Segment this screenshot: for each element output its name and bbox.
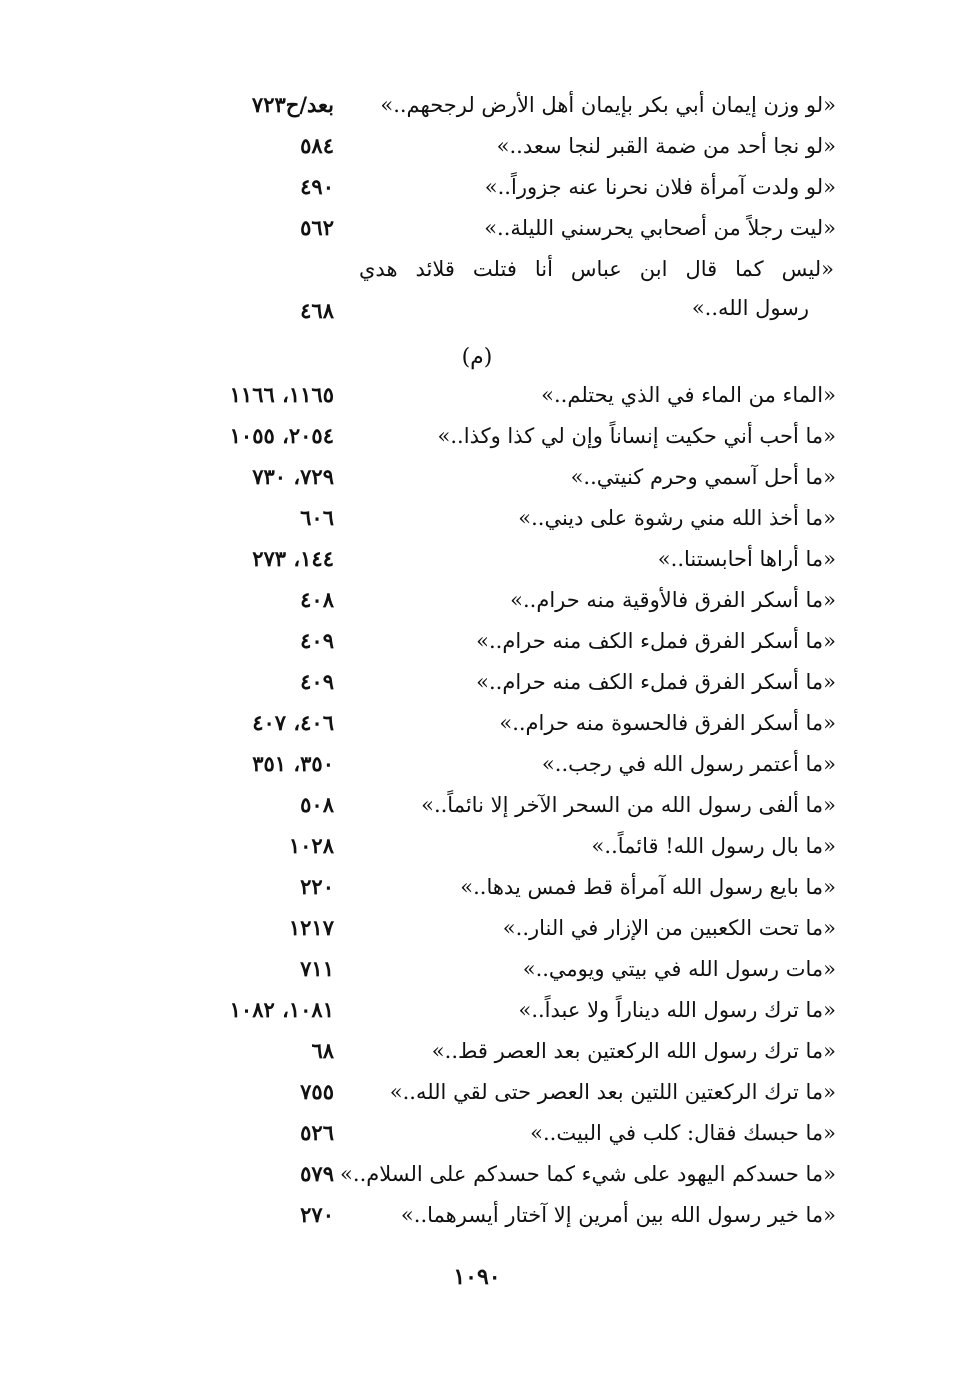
index-entry-reference: ٢٢٠ <box>300 874 334 899</box>
index-entry-reference: ٤٠٦، ٤٠٧ <box>252 710 334 735</box>
index-entry-reference: ٦٨ <box>311 1038 334 1063</box>
index-entry-reference: ٧٥٥ <box>300 1079 334 1104</box>
index-entry-text: «ما خير رسول الله بين أمرين إلا آختار أيسرهما..» <box>400 1203 836 1227</box>
index-entry-reference: ٥٧٩ <box>300 1161 334 1186</box>
index-entry-text: «ما أخذ الله مني رشوة على ديني..» <box>518 506 836 530</box>
index-entry-text: «ما حسدكم اليهود على شيء كما حسدكم على السلام..» <box>340 1162 836 1186</box>
index-entry-reference: ١٠٢٨ <box>288 833 334 858</box>
index-entry-reference: ٧٢٩، ٧٣٠ <box>252 464 334 489</box>
index-entry-text: «ما أحب أني حكيت إنساناً وإن لي كذا وكذا..» <box>437 424 836 448</box>
index-entry-text: «لو وزن إيمان أبي بكر بإيمان أهل الأرض لرجحهم..» <box>380 93 836 117</box>
index-entry-text: «ما أسكر الفرق فالحسوة منه حرام..» <box>499 711 836 735</box>
index-entry-reference: ٦٠٦ <box>300 505 334 530</box>
index-entry-text: «ما أسكر الفرق فالأوقية منه حرام..» <box>510 588 836 612</box>
index-entry-reference: ٣٥٠، ٣٥١ <box>252 751 334 776</box>
index-entry-text: «ما أعتمر رسول الله في رجب..» <box>541 752 836 776</box>
index-entry-text: «لو ولدت آمرأة فلان نحرنا عنه جزوراً..» <box>484 175 836 199</box>
index-entry-reference: ٥٢٦ <box>300 1120 334 1145</box>
index-entry-text: «ما ألفى رسول الله من السحر الآخر إلا نائماً..» <box>421 793 836 817</box>
index-entry-reference: ١١٦٥، ١١٦٦ <box>229 382 334 407</box>
index-entry-text: «ما بايع رسول الله آمرأة قط فمس يدها..» <box>460 875 836 899</box>
section-heading: (م) <box>461 345 493 370</box>
index-entry-text: «ما أراها أحابستنا..» <box>657 547 836 571</box>
index-entry-text-continuation: رسول الله..» <box>691 296 809 320</box>
index-entry-text: «الماء من الماء في الذي يحتلم..» <box>541 383 836 407</box>
index-entry-text: «ما ترك رسول الله ديناراً ولا عبداً..» <box>518 998 836 1022</box>
index-entry-text: «ما أسكر الفرق فملء الكف منه حرام..» <box>476 629 836 653</box>
index-entry-reference: ٤٠٨ <box>300 587 334 612</box>
index-entry-reference: ٧١١ <box>300 956 334 981</box>
index-entry-reference: بعد/ح٧٢٣ <box>251 92 334 117</box>
index-entry-reference: ٤٠٩ <box>300 628 334 653</box>
index-entry-text: «لو نجا أحد من ضمة القبر لنجا سعد..» <box>496 134 836 158</box>
index-entry-text: «ما أحل آسمي وحرم كنيتي..» <box>570 465 836 489</box>
index-entry-reference: ٢٧٠ <box>300 1202 334 1227</box>
index-entry-reference: ٤٦٨ <box>300 298 334 323</box>
index-entry-reference: ٥٦٢ <box>300 215 334 240</box>
index-entry-reference: ١٢١٧ <box>288 915 334 940</box>
index-entry-text: «ما أسكر الفرق فملء الكف منه حرام..» <box>476 670 836 694</box>
index-entry-text: «ليت رجلاً من أصحابي يحرسني الليلة..» <box>484 216 836 240</box>
index-entry-reference: ١٠٨١، ١٠٨٢ <box>229 997 334 1022</box>
index-entry-reference: ١٤٤، ٢٧٣ <box>252 546 334 571</box>
index-entry-text: «ما بال رسول الله! قائماً..» <box>591 834 836 858</box>
index-entry-text: «ما تحت الكعبين من الإزار في النار..» <box>502 916 836 940</box>
page-number: ١٠٩٠ <box>453 1264 501 1290</box>
index-entry-text: «مات رسول الله في بيتي ويومي..» <box>522 957 836 981</box>
index-entry-text: «ما ترك الركعتين اللتين بعد العصر حتى لقي الله..» <box>389 1080 836 1104</box>
index-entry-reference: ٢٠٥٤، ١٠٥٥ <box>229 423 334 448</box>
index-entry-reference: ٤٩٠ <box>300 174 334 199</box>
index-entry-reference: ٥٠٨ <box>300 792 334 817</box>
index-entry-reference: ٤٠٩ <box>300 669 334 694</box>
index-entry-reference: ٥٨٤ <box>300 133 334 158</box>
index-entry-text: «ما حبسك فقال: كلب في البيت..» <box>530 1121 836 1145</box>
index-entry-text: «ما ترك رسول الله الركعتين بعد العصر قط..» <box>431 1039 836 1063</box>
index-entry-text: «ليس كما قال ابن عباس أنا فتلت قلائد هدي <box>359 257 834 281</box>
